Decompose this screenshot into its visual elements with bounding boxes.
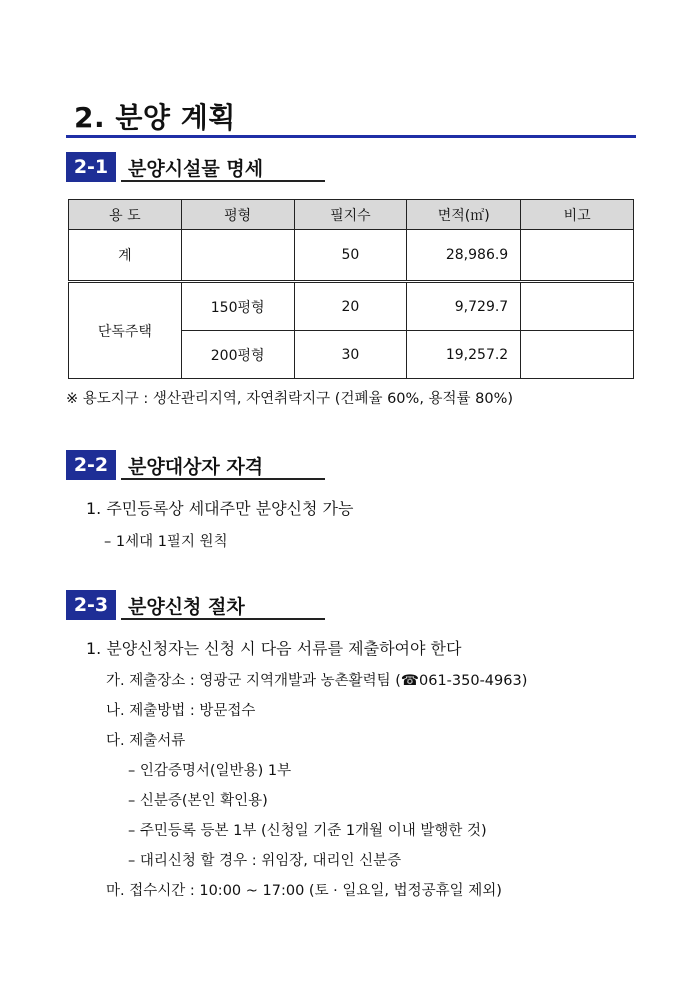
- document-list-item: – 신분증(본인 확인용): [128, 793, 268, 809]
- section-title: 분양대상자 자격: [128, 456, 264, 478]
- document-list-item: – 주민등록 등본 1부 (신청일 기준 1개월 이내 발행한 것): [128, 823, 487, 839]
- cell-area: 19,257.2: [407, 331, 521, 379]
- cell-note: [521, 331, 634, 379]
- section-underline: [121, 478, 325, 480]
- cell-lots: 30: [294, 331, 407, 379]
- submission-docs-label: 다. 제출서류: [106, 733, 186, 749]
- zoning-note: ※ 용도지구 : 생산관리지역, 자연취락지구 (건폐율 60%, 용적률 80%): [66, 391, 514, 407]
- page-title: 2. 분양 계획: [74, 101, 236, 134]
- cell-lots: 20: [294, 282, 407, 331]
- table-row: [69, 282, 634, 331]
- cell-note: [521, 282, 634, 331]
- submission-place: 가. 제출장소 : 영광군 지역개발과 농촌활력팀 (☎061-350-4963): [106, 673, 528, 689]
- facility-spec-table: [68, 199, 634, 379]
- cell-size: [181, 230, 294, 282]
- procedure-item-1: 1. 분양신청자는 신청 시 다음 서류를 제출하여야 한다: [86, 639, 462, 658]
- section-number-badge: 2-3: [66, 590, 116, 620]
- table-header-row: [69, 200, 634, 230]
- header-note: 비고: [521, 200, 634, 230]
- cell-use: 계: [69, 230, 182, 282]
- cell-size: 150평형: [181, 282, 294, 331]
- table-row-total: [69, 230, 634, 282]
- cell-size: 200평형: [181, 331, 294, 379]
- cell-group-use: 단독주택: [69, 282, 182, 379]
- header-use: 용 도: [69, 200, 182, 230]
- section-number-badge: 2-1: [66, 152, 116, 182]
- header-area: 면적(㎡): [407, 200, 521, 230]
- document-list-item: – 인감증명서(일반용) 1부: [128, 763, 292, 779]
- cell-area: 28,986.9: [407, 230, 521, 282]
- section-number-badge: 2-2: [66, 450, 116, 480]
- reception-hours: 마. 접수시간 : 10:00 ~ 17:00 (토 · 일요일, 법정공휴일 제외): [106, 883, 502, 899]
- document-list-item: – 대리신청 할 경우 : 위임장, 대리인 신분증: [128, 853, 402, 869]
- header-lots: 필지수: [294, 200, 407, 230]
- section-title: 분양시설물 명세: [128, 158, 264, 180]
- cell-area: 9,729.7: [407, 282, 521, 331]
- qualification-item-1: 1. 주민등록상 세대주만 분양신청 가능: [86, 499, 354, 518]
- section-underline: [121, 180, 325, 182]
- cell-note: [521, 230, 634, 282]
- title-rule: [66, 135, 636, 138]
- qualification-sub-item: – 1세대 1필지 원칙: [104, 534, 228, 550]
- section-underline: [121, 618, 325, 620]
- cell-lots: 50: [294, 230, 407, 282]
- submission-method: 나. 제출방법 : 방문접수: [106, 703, 256, 719]
- header-size: 평형: [181, 200, 294, 230]
- section-title: 분양신청 절차: [128, 596, 245, 618]
